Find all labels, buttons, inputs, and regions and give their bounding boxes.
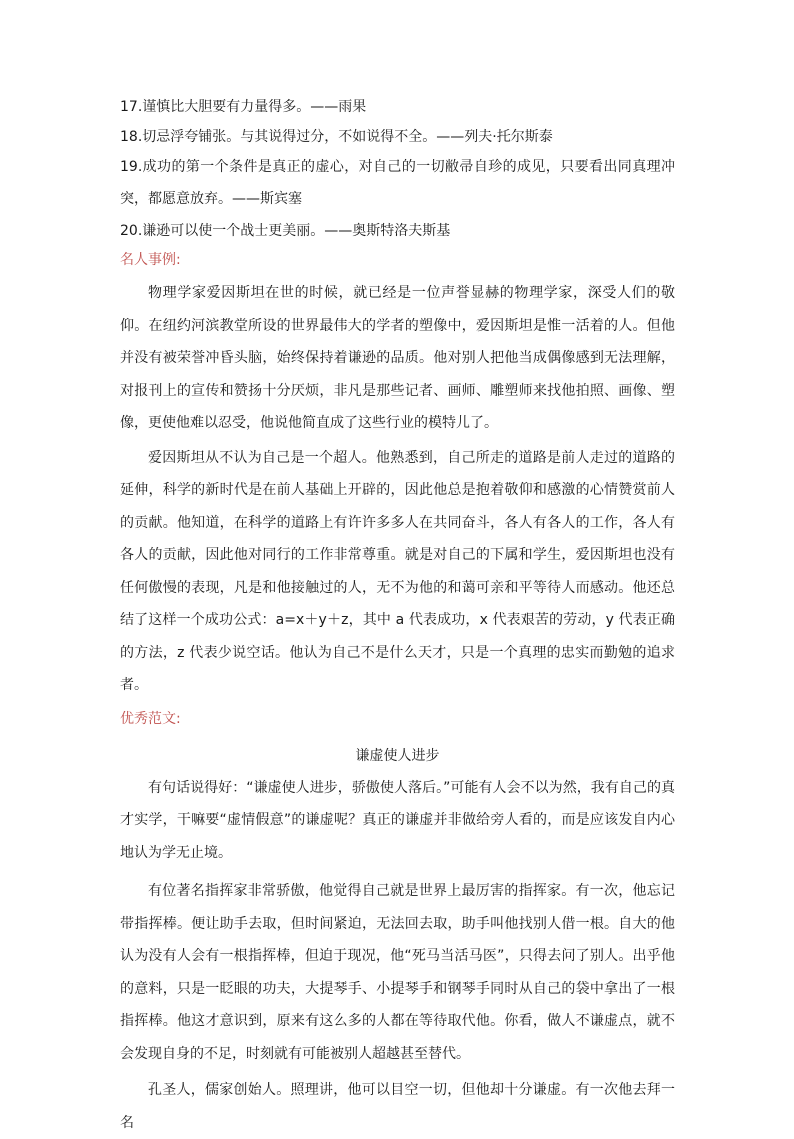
quote-item: [120, 151, 675, 215]
essay-paragraph: 孔圣人，儒家创始人。照理讲，他可以目空一切，但他却十分谦虚。有一次他去拜一名: [120, 1082, 675, 1131]
famous-examples-heading: 名人事例:: [120, 252, 181, 268]
quote-item: [120, 93, 675, 121]
essay-title: 谦虚使人进步: [355, 747, 440, 764]
quote-text: 切忌浮夸铺张。与其说得过分，不如说得不全。——列夫·托尔斯泰: [142, 129, 553, 145]
quote-number: 18.: [120, 129, 143, 145]
quote-item: [120, 123, 675, 151]
quote-number: 19.: [120, 159, 143, 175]
essay-paragraph: 有位著名指挥家非常骄傲，他觉得自己就是世界上最厉害的指挥家。有一次，他忘记带指挥棒。便让助手去取，但时间紧迫，无法回去取，助手叫他找别人借一根。自大的他认为没有人会有一根指挥棒，但迫于现况，他“死马当活马医”，只得去问了别人。出乎他的意料，只是一眨眼的功夫，大提琴手、小提琴手和钢琴手同时从自己的袋中拿出了一根指挥棒。他这才意识到，原来有这么多的人都在等待取代他。你看，做人不谦虚点，就不会发现自身的不足，时刻就有可能被别人超越甚至替代。: [120, 883, 675, 1062]
quote-number: 20.: [120, 223, 143, 239]
quote-item: [120, 217, 675, 245]
quote-text: 谦逊可以使一个战士更美丽。——奥斯特洛夫斯基: [142, 223, 451, 239]
quote-number: 17.: [120, 99, 143, 115]
quote-text: 谨慎比大胆要有力量得多。——雨果: [142, 99, 367, 115]
essay-heading: 优秀范文:: [120, 710, 181, 727]
essay-paragraph: 有句话说得好：“谦虚使人进步，骄傲使人落后。”可能有人会不以为然，我有自己的真才实学，干嘛要“虚情假意”的谦虚呢？真正的谦虚并非做给旁人看的，而是应该发自内心地认为学无止境。: [120, 779, 675, 861]
example-paragraph: 物理学家爱因斯坦在世的时候，就已经是一位声誉显赫的物理学家，深受人们的敬仰。在纽约河滨教堂所设的世界最伟大的学者的塑像中，爱因斯坦是惟一活着的人。但他并没有被荣誉冲昏头脑，始终保持着谦逊的品质。他对别人把他当成偶像感到无法理解，对报刊上的宣传和赞扬十分厌烦，非凡是那些记者、画师、雕塑师来找他拍照、画像、塑像，更使他难以忍受，他说他简直成了这些行业的模特儿了。: [120, 285, 675, 431]
quote-text: 成功的第一个条件是真正的虚心，对自己的一切敝帚自珍的成见，只要看出同真理冲突，都愿意放弃。——斯宾塞: [120, 159, 675, 207]
document-page: [120, 93, 675, 1139]
example-paragraph: 爱因斯坦从不认为自己是一个超人。他熟悉到，自己所走的道路是前人走过的道路的延伸，科学的新时代是在前人基础上开辟的，因此他总是抱着敬仰和感激的心情赞赏前人的贡献。他知道，在科学的道路上有许许多多人在共同奋斗，各人有各人的工作，各人有各人的贡献，因此他对同行的工作非常尊重。就是对自己的下属和学生，爱因斯坦也没有任何傲慢的表现，凡是和他接触过的人，无不为他的和蔼可亲和平等待人而感动。他还总结了这样一个成功公式：a=x＋y＋z，其中 a 代表成功，x 代表艰苦的劳动，y 代表正确的方法，z 代表少说空话。他认为自己不是什么天才，只是一个真理的忠实而勤勉的追求者。: [120, 449, 675, 693]
